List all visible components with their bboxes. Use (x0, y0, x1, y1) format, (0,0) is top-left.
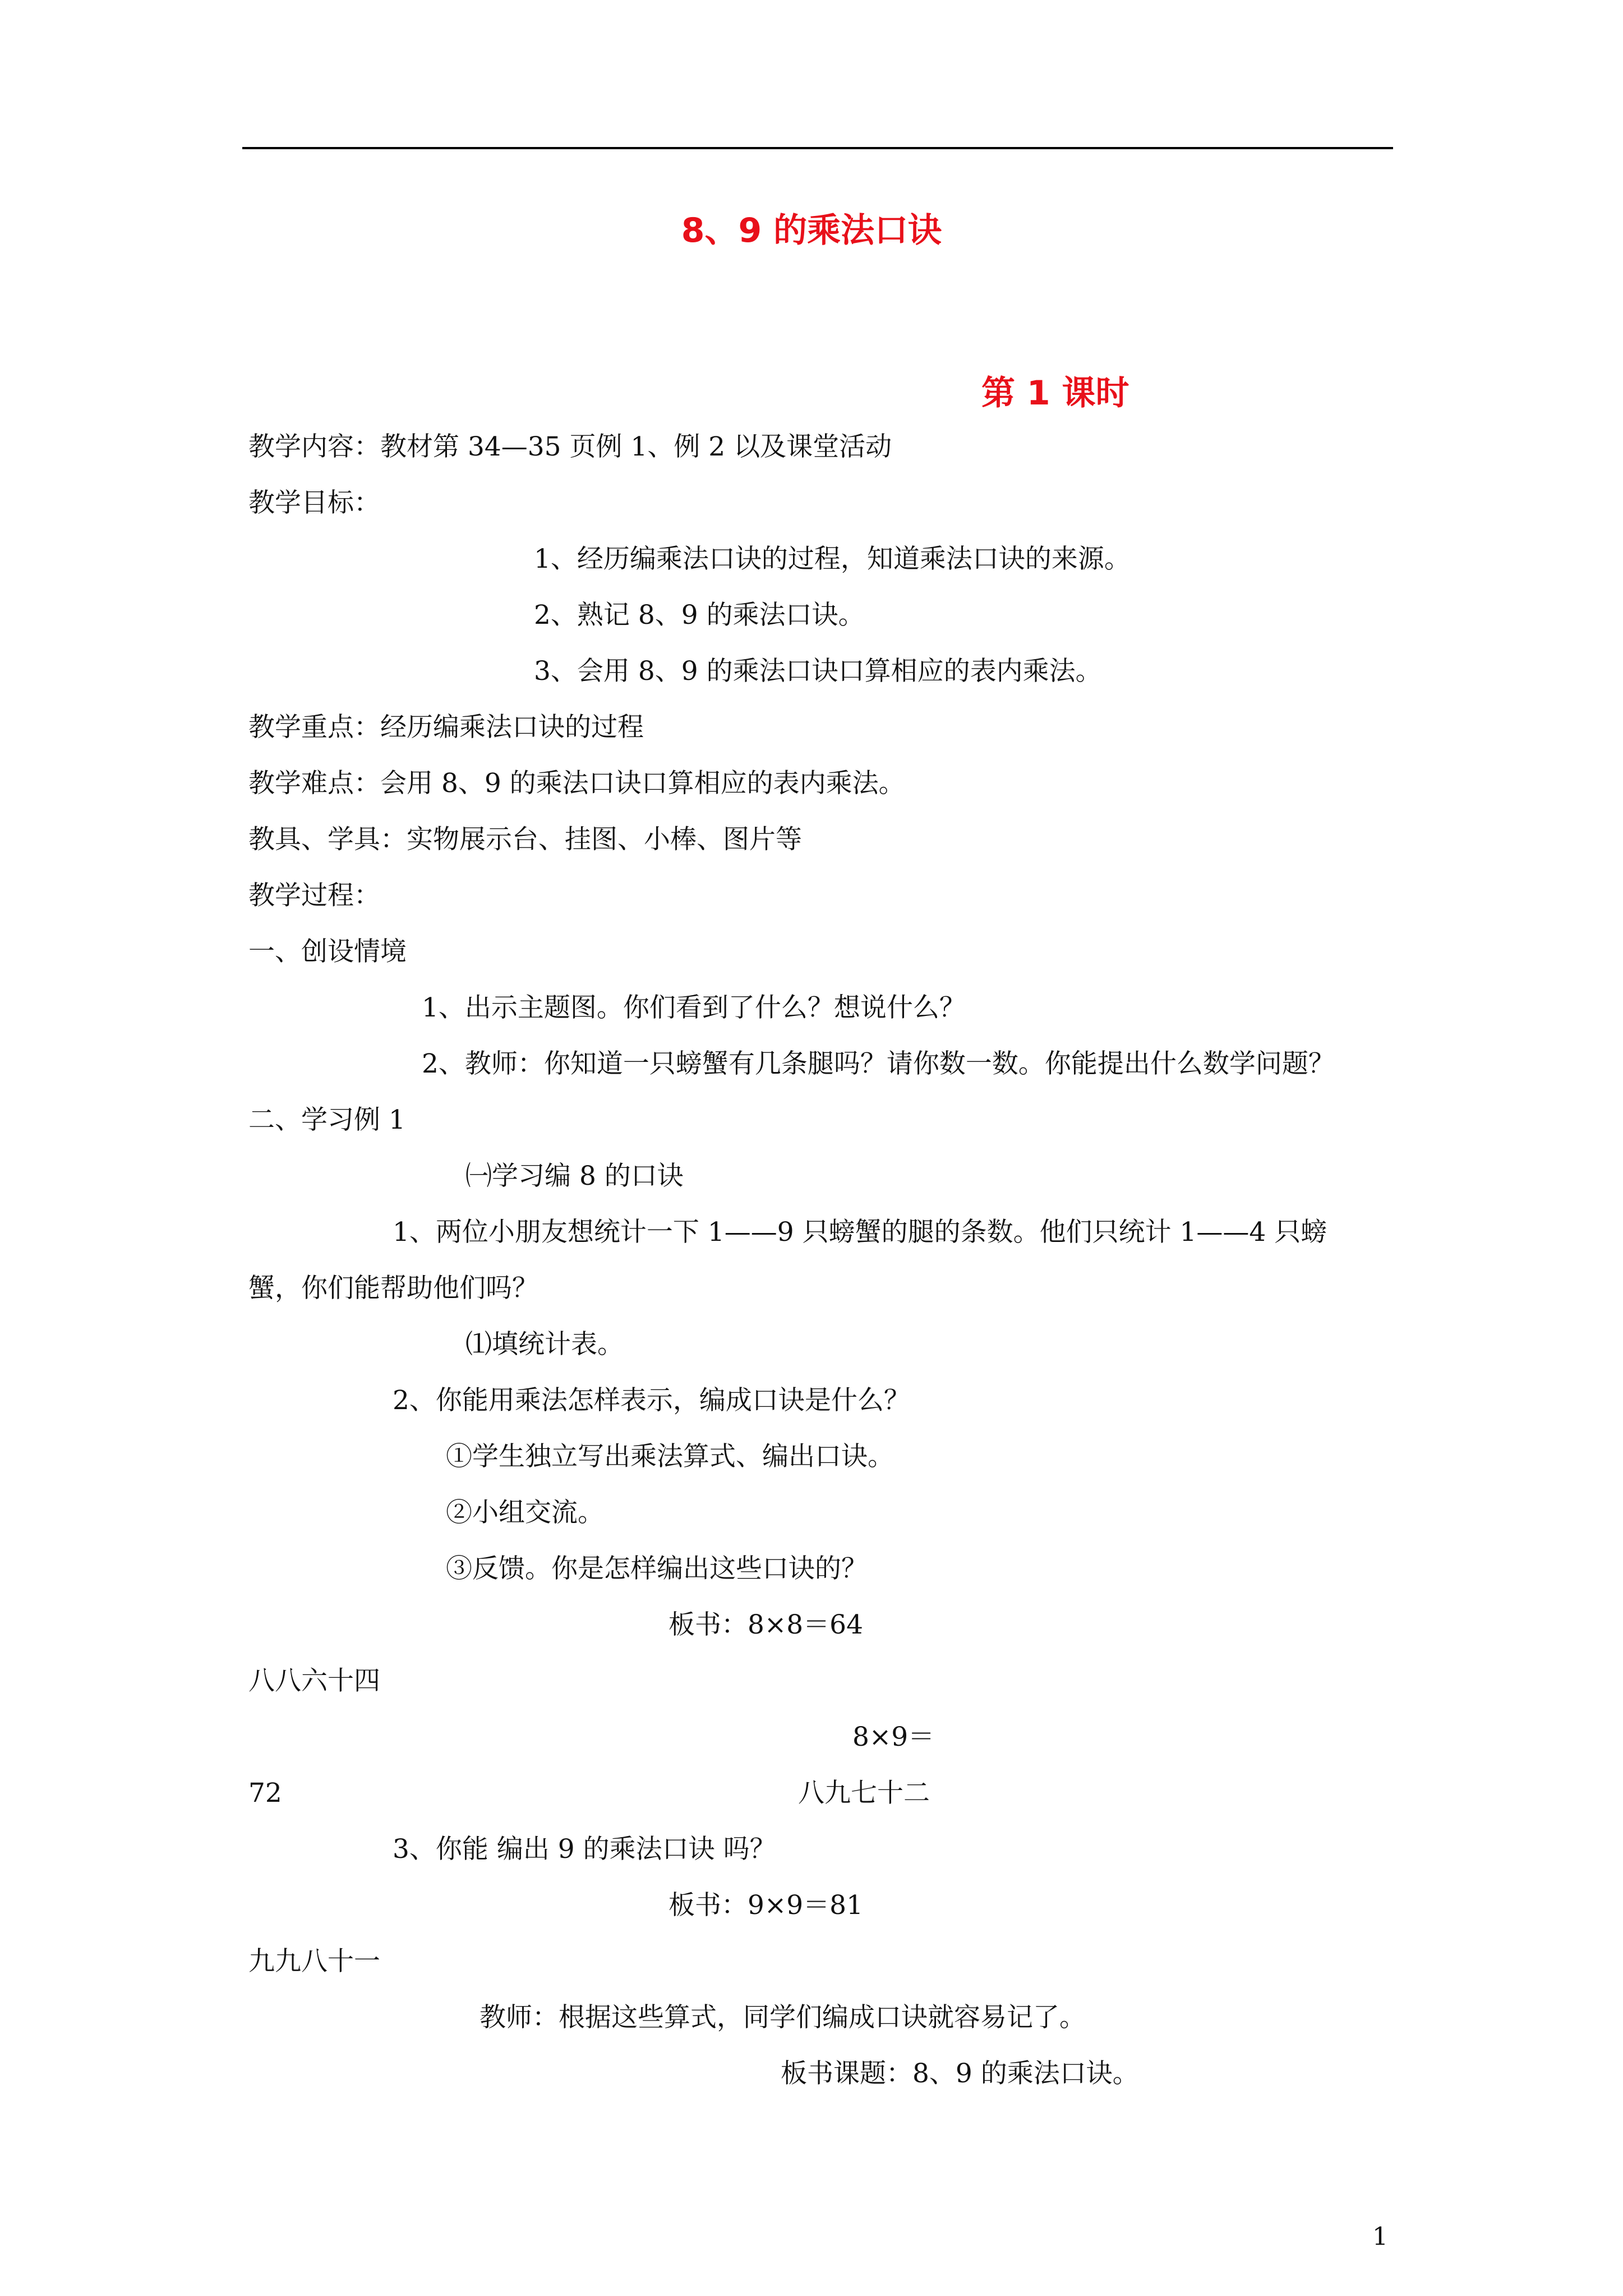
section-1-heading: 一、创设情境 (248, 936, 407, 967)
step-1-1: 1、出示主题图。你们看到了什么？想说什么？ (422, 992, 966, 1023)
step-2-2: 2、你能用乘法怎样表示，编成口诀是什么？ (393, 1385, 910, 1416)
step-2-2-c: ③反馈。你是怎样编出这些口诀的？ (446, 1553, 868, 1584)
step-2-2-b: ②小组交流。 (446, 1497, 604, 1528)
rhyme-8x8: 八八六十四 (248, 1665, 380, 1696)
lesson-subtitle: 第 1 课时 (981, 374, 1129, 413)
step-2-2-a: ①学生独立写出乘法算式、编出口诀。 (446, 1441, 894, 1472)
rhyme-9x9: 九九八十一 (248, 1946, 380, 1977)
step-2-1-continued: 蟹，你们能帮助他们吗？ (248, 1273, 538, 1304)
key-point: 教学重点：经历编乘法口诀的过程 (248, 712, 644, 743)
objective-2: 2、熟记 8、9 的乘法口诀。 (534, 600, 865, 631)
rhyme-8x9: 八九七十二 (798, 1778, 930, 1809)
step-2-3: 3、你能 编出 9 的乘法口诀 吗？ (393, 1834, 776, 1865)
step-1-2: 2、教师：你知道一只螃蟹有几条腿吗？请你数一数。你能提出什么数学问题？ (422, 1048, 1335, 1079)
board-8x9: 8×9＝ (852, 1722, 935, 1752)
board-topic: 板书课题：8、9 的乘法口诀。 (781, 2058, 1139, 2089)
document-title: 8、9 的乘法口诀 (681, 211, 942, 250)
teacher-remark: 教师：根据这些算式，同学们编成口诀就容易记了。 (479, 2002, 1086, 2033)
page-number: 1 (1372, 2223, 1388, 2251)
teaching-content: 教学内容：教材第 34—35 页例 1、例 2 以及课堂活动 (248, 431, 892, 462)
objectives-heading: 教学目标： (248, 487, 380, 518)
process-heading: 教学过程： (248, 880, 380, 911)
objective-1: 1、经历编乘法口诀的过程，知道乘法口诀的来源。 (534, 544, 1131, 574)
teaching-aids: 教具、学具：实物展示台、挂图、小棒、图片等 (248, 824, 802, 855)
board-8x8: 板书：8×8＝64 (668, 1609, 863, 1640)
difficult-point: 教学难点：会用 8、9 的乘法口诀口算相应的表内乘法。 (248, 768, 905, 799)
header-rule (242, 147, 1393, 149)
subsection-1-heading: ㈠学习编 8 的口诀 (465, 1161, 684, 1191)
step-2-1: 1、两位小朋友想统计一下 1——9 只螃蟹的腿的条数。他们只统计 1——4 只螃 (393, 1217, 1327, 1248)
fill-table: ⑴填统计表。 (465, 1329, 624, 1360)
objective-3: 3、会用 8、9 的乘法口诀口算相应的表内乘法。 (534, 656, 1102, 687)
section-2-heading: 二、学习例 1 (248, 1105, 405, 1135)
board-9x9: 板书：9×9＝81 (668, 1890, 863, 1921)
answer-72: 72 (248, 1778, 282, 1809)
